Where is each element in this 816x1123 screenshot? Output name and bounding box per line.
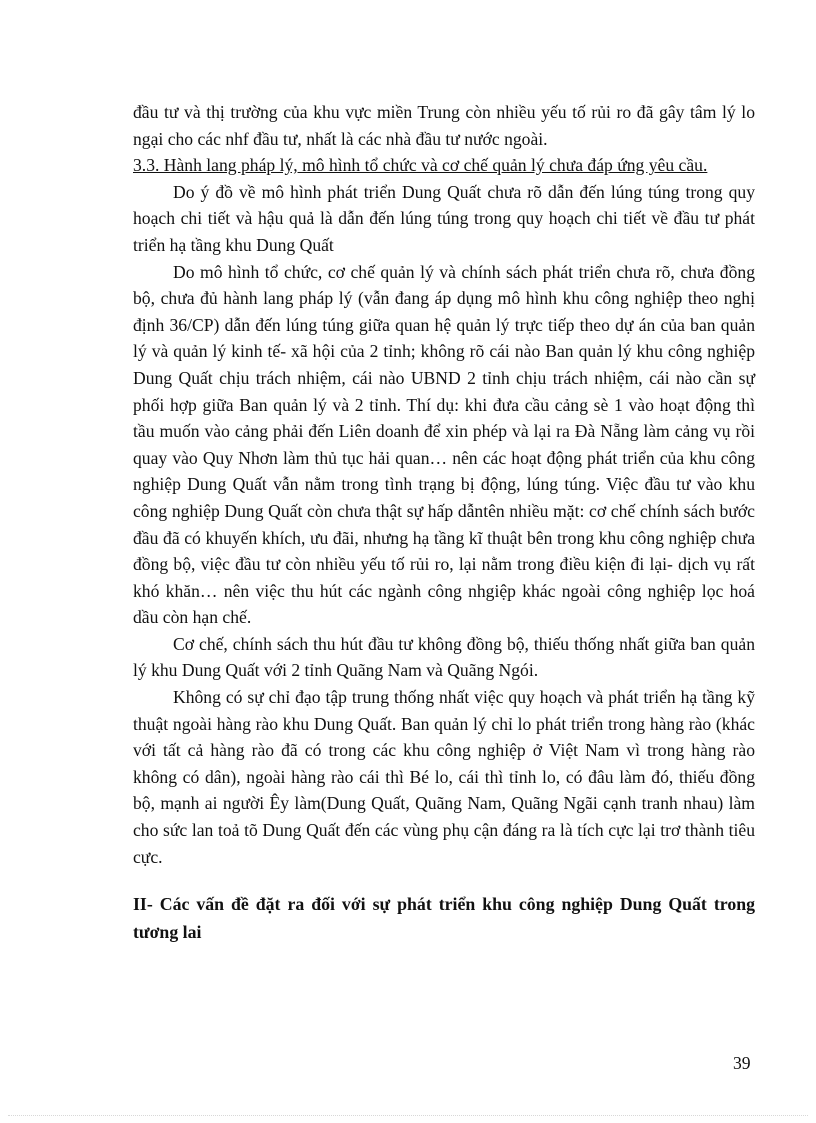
paragraph-3: Cơ chế, chính sách thu hút đầu tư không đồng bộ, thiếu thống nhất giữa ban quản lý khu Dung Quất với 2 tỉnh Quãng Nam và Quãng Ngói.: [133, 633, 755, 681]
section-heading: 3.3. Hành lang pháp lý, mô hình tổ chức và cơ chế quản lý chưa đáp ứng yêu cầu.: [133, 155, 708, 176]
paragraph-1: Do ý đồ về mô hình phát triển Dung Quất chưa rõ dẫn đến lúng túng trong quy hoạch chi tiết và hậu quả là dẫn đến lúng túng trong quy hoạch chi tiết về đầu tư phát triển hạ tầng khu Dung Quất: [133, 181, 755, 255]
paragraph-4: Không có sự chỉ đạo tập trung thống nhất việc quy hoạch và phát triển hạ tầng kỹ thuật ngoài hàng rào khu Dung Quất. Ban quản lý chỉ lo phát triển trong hàng rào (khác với tất cả hàng rào đã có trong các khu công nghiệp ở Việt Nam vì trong hàng rào không có dân), ngoài hàng rào cái thì Bé lo, cái thì tỉnh lo, có đâu làm đó, thiếu đồng bộ, mạnh ai người Êy làm(Dung Quất, Quãng Nam, Quãng Ngãi cạnh tranh nhau) làm cho sức lan toả tõ Dung Quất đến các vùng phụ cận đáng ra là tích cực lại trơ thành tiêu cực.: [133, 687, 755, 867]
continuation-paragraph: đầu tư và thị trường của khu vực miền Trung còn nhiều yếu tố rủi ro đã gây tâm lý lo ngại cho các nhf đầu tư, nhất là các nhà đầu tư nước ngoài.: [133, 102, 755, 149]
page-number: 39: [733, 1053, 751, 1073]
page-bottom-border: [8, 1115, 808, 1116]
paragraph-2: Do mô hình tổ chức, cơ chế quản lý và chính sách phát triển chưa rõ, chưa đồng bộ, chưa đủ hành lang pháp lý (vẫn đang áp dụng mô hình khu công nghiệp theo nghị định 36/CP) dẫn đến lúng túng giữa quan hệ quản lý trực tiếp theo dự án của ban quản lý và quản lý kinh tế- xã hội của 2 tỉnh; không rõ cái nào Ban quản lý khu công nghiệp Dung Quất chịu trách nhiệm, cái nào UBND 2 tỉnh chịu trách nhiệm, cái nào cần sự phối hợp giữa Ban quản lý và 2 tỉnh. Thí dụ: khi đưa cầu cảng sè 1 vào hoạt động thì tầu muốn vào cảng phải đến Liên doanh để xin phép và lại ra Đà Nẵng làm cảng vụ rồi quay vào Quy Nhơn làm thủ tục hải quan… nên các hoạt động phát triển của khu công nghiệp Dung Quất vẫn nằm trong tình trạng bị động, lúng túng. Việc đầu tư vào khu công nghiệp Dung Quất còn chưa thật sự hấp dẫntên nhiều mặt: cơ chế chính sách bước đầu đã có khuyến khích, ưu đãi, nhưng hạ tầng kĩ thuật bên trong khu công nghiệp chưa đồng bộ, việc đầu tư còn nhiều yếu tố rủi ro, lại nằm trong điều kiện đi lại- dịch vụ rất khó khăn… nên việc thu hút các ngành công nhgiệp khác ngoài công nghiệp lọc hoá dầu còn hạn chế.: [133, 261, 755, 628]
page-body: [133, 99, 755, 946]
main-heading: II- Các vấn đề đặt ra đối với sự phát triển khu công nghiệp Dung Quất trong tương lai: [133, 894, 755, 943]
